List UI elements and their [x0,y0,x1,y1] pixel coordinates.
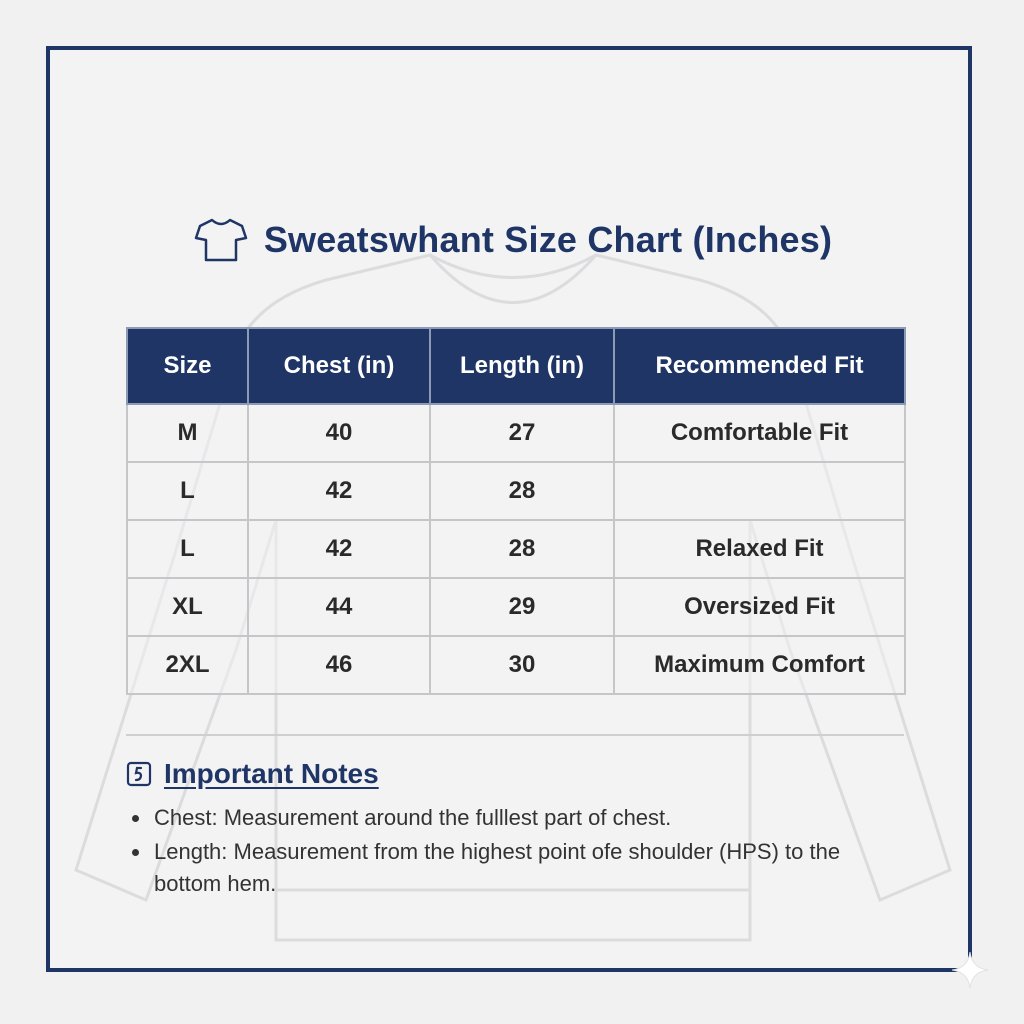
cell-chest: 42 [248,462,430,520]
notes-list [126,802,894,902]
cell-size: M [127,404,248,462]
section-divider [126,734,904,736]
table-row [127,520,905,578]
cell-fit: Relaxed Fit [614,520,905,578]
table-row [127,578,905,636]
cell-fit: Comfortable Fit [614,404,905,462]
cell-length: 30 [430,636,614,694]
cell-chest: 40 [248,404,430,462]
header-size: Size [127,328,248,404]
cell-fit [614,462,905,520]
title-row [50,210,972,270]
size-chart-frame [46,46,972,972]
notes-title: Important Notes [164,758,379,789]
cell-size: L [127,520,248,578]
notes-header [126,754,379,794]
cell-length: 28 [430,462,614,520]
table-row [127,636,905,694]
header-fit: Recommended Fit [614,328,905,404]
sparkle-icon [950,950,990,990]
table-row [127,462,905,520]
cell-length: 29 [430,578,614,636]
tshirt-icon [194,216,248,264]
header-length: Length (in) [430,328,614,404]
cell-length: 27 [430,404,614,462]
list-item: Length: Measurement from the highest point ofe shoulder (HPS) to the bottom hem. [154,836,894,900]
cell-fit: Maximum Comfort [614,636,905,694]
cell-length: 28 [430,520,614,578]
size-table [126,327,906,695]
table-header-row [127,328,905,404]
cell-fit: Oversized Fit [614,578,905,636]
cell-size: XL [127,578,248,636]
cell-size: 2XL [127,636,248,694]
notes-icon [126,761,152,787]
page-title: Sweatswhant Size Chart (Inches) [263,219,833,260]
table-row [127,404,905,462]
cell-chest: 44 [248,578,430,636]
header-chest: Chest (in) [248,328,430,404]
cell-chest: 42 [248,520,430,578]
list-item: Chest: Measurement around the fulllest part of chest. [154,802,894,834]
cell-chest: 46 [248,636,430,694]
cell-size: L [127,462,248,520]
